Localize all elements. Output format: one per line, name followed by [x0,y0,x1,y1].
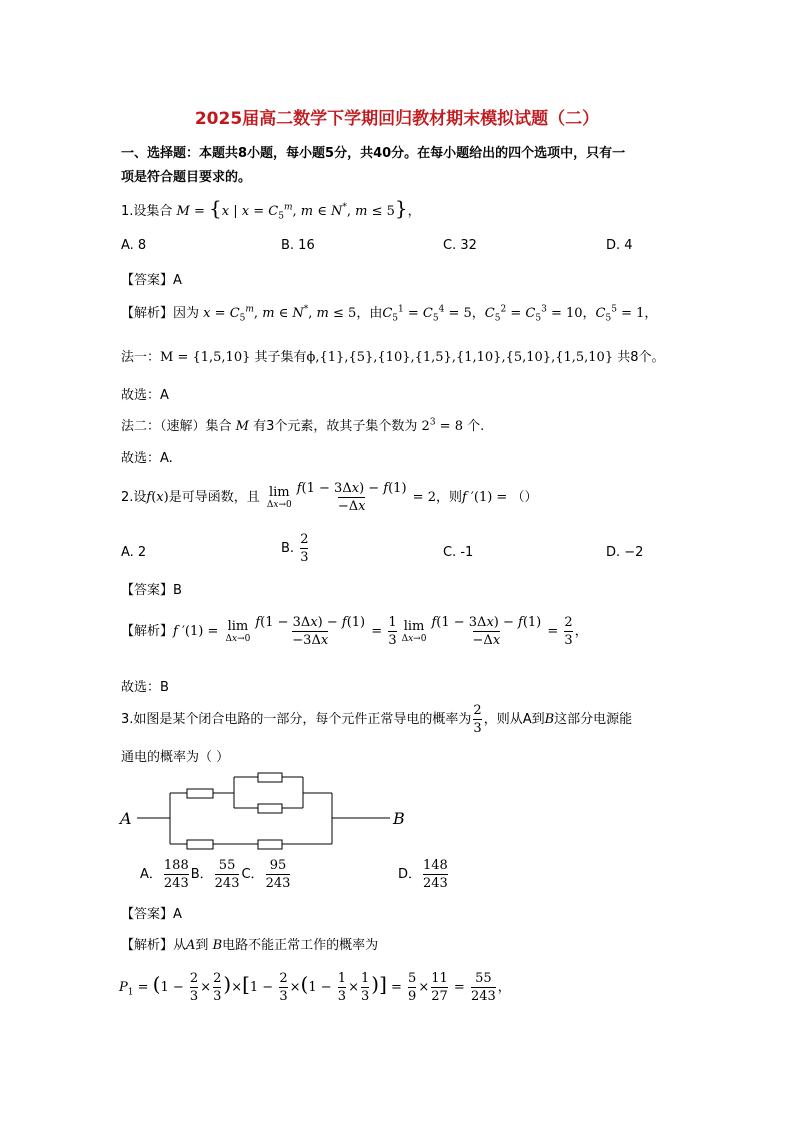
q1-answer: 【答案】A [121,273,182,288]
q1-choose-1: 故选：A [121,388,169,403]
section-header-line2: 项是符合题目要求的。 [121,170,252,185]
q3-line1-a: 3.如图是某个闭合电路的一部分，每个元件正常导电的概率为 [121,712,472,727]
method2-text: 法二：（速解）集合 [121,419,232,434]
analysis-text-a: 从 [173,938,187,953]
q2-paren: （） [511,490,538,505]
numerator: 55 [218,858,236,873]
denominator: 3 [300,550,309,565]
terminal-label-a: A [120,809,132,828]
q1-analysis: 【解析】因为 $x = C_5^m$, m ∈ N*, m ≤ 5，由$C_5^1 = C_5^4 = 5$，$C_5^2 = C_5^3 = 10$，$C_5^5 = 1$， [121,304,658,324]
q2-limit: lim Δx→0 [266,485,292,510]
q3-option-b-fraction [215,857,240,892]
q2-mid: 是可导函数，且 [168,490,260,505]
q1-analysis-formula: $x = C_5^m$, m ∈ N*, m ≤ 5 [203,304,357,324]
q3-option-d-label: D． [398,867,422,882]
method2-text-c: 个. [467,419,485,434]
q1-option-c: C. 32 [443,238,477,253]
numerator: 95 [269,858,287,873]
q3-options-abc [140,857,292,892]
q3-line1-b: ，则从A到 [483,712,545,727]
q3-analysis: 【解析】从A到 B电路不能正常工作的概率为 [121,938,379,953]
numerator: 2 [300,532,309,547]
section-header-line1: 一、选择题：本题共8小题，每小题5分，共40分。在每小题给出的四个选项中，只有一 [121,146,626,161]
denominator: 243 [265,876,291,891]
q2-option-b [281,531,310,566]
fraction: $\frac{f(1 - 3\Delta x) - f(1)}{-3\Delta x}$ [255,615,366,648]
q2-option-a: A. 2 [121,545,147,560]
resistor [187,789,213,798]
analysis-text-b: 到 [195,938,209,953]
denominator: 243 [163,876,189,891]
q2-choose: 故选：B [121,680,169,695]
numerator: 188 [163,858,189,873]
q2-option-b-label: B. [281,541,295,556]
q3-option-d [398,857,450,892]
method1-label: 法一： [121,350,161,365]
q3-stem-line1: 3.如图是某个闭合电路的一部分，每个元件正常导电的概率为 $\frac{2}{3}$ ，则从A到B这部分电源能 [121,703,633,736]
q2-option-d: D. −2 [606,545,644,560]
numerator: 148 [423,858,448,873]
q3-option-d-fraction [423,857,448,892]
q2-option-c: C. -1 [443,545,474,560]
method1-subsets: ϕ,{1},{5},{10},{1,5},{1,10},{5,10},{1,5,10} [306,350,614,365]
method2-text-b: 有3个元素，故其子集个数为 [253,419,418,434]
method1-mid: 其子集有 [250,350,307,365]
q3-option-b-label: B． [190,867,213,882]
q1-option-a: A. 8 [121,238,147,253]
q3-option-c-label: C． [241,867,264,882]
q1-stem: 1.设集合 M = {x | $x = C_5^m$, m ∈ N*, m ≤ 5}， [121,196,421,222]
resistor [187,840,213,849]
fraction: $\frac{1}{3}$ [388,615,397,648]
circuit-diagram [115,766,415,858]
q2-stem: 2.设f(x)是可导函数，且 lim Δx→0 $\frac{f(1 - 3\Delta x) - f(1)}{-\Delta x}$ = 2，则f ′(1) = （） [121,481,538,514]
resistor [258,804,282,813]
q1-set-formula: M = {x | $x = C_5^m$, m ∈ N*, m ≤ 5} [176,196,408,222]
resistor [258,840,282,849]
q1-choose-2: 故选：A. [121,451,173,466]
q1-prefix: 1.设集合 [121,204,173,219]
q3-analysis-formula: $P_1 = (1$ − $\frac{2}{3}$ × $\frac{2}{3}$ )×[1 − $\frac{2}{3}$ ×(1 − $\frac{1}{3}$ × $\frac{1}{3}$ )] = $\frac{5}{9}$ × $\frac{11}{27}$ = $\frac{55}{243}$ ， [119,971,511,1004]
fraction: $\frac{f(1 - 3\Delta x) - f(1)}{-\Delta x}$ [431,615,542,648]
analysis-text-c: 电路不能正常工作的概率为 [222,938,379,953]
q2-analysis: 【解析】f ′(1) = lim Δx→0 $\frac{f(1 - 3\Delta x) - f(1)}{-3\Delta x}$ = $\frac{1}{3}$ lim Δx→0 $\frac{f(1 - 3\Delta x) - f(1)}{-\Delta x}$ = $\frac{2}{3}$ ， [121,615,588,648]
q2-fraction: $\frac{f(1 - 3\Delta x) - f(1)}{-\Delta x}$ [296,481,407,514]
resistor [258,773,282,782]
q1-method1 [121,346,665,365]
method1-set: M = {1,5,10} [160,350,251,365]
limit: lim Δx→0 [225,619,251,644]
q2-end: ，则 [435,490,462,505]
analysis-label: 【解析】 [121,306,174,321]
analysis-label: 【解析】 [121,624,174,639]
q3-answer: 【答案】A [121,907,182,922]
q2-answer: 【答案】B [121,583,182,598]
fraction: $\frac{2}{3}$ [473,703,482,736]
q3-option-c-fraction [266,857,291,892]
q1-option-b: B. 16 [281,238,315,253]
q3-stem-line2: 通电的概率为（ ） [121,750,230,765]
method1-end: 共8个。 [613,350,665,365]
analysis-text: 因为 [173,306,200,321]
analysis-label: 【解析】 [121,938,174,953]
q3-option-a-label: A． [140,867,162,882]
terminal-label-b: B [393,809,405,828]
q2-prefix: 2.设 [121,490,147,505]
page-title: 2025届高二数学下学期回归教材期末模拟试题（二） [194,109,600,129]
q3-option-a-fraction [164,857,189,892]
fraction: $\frac{2}{3}$ [564,615,573,648]
limit: lim Δx→0 [401,619,427,644]
q1-option-d: D. 4 [606,238,633,253]
denominator: 243 [214,876,240,891]
q3-line1-c: 这部分电源能 [554,712,633,727]
denominator: 243 [423,876,448,891]
q1-method2: 法二：（速解）集合 M 有3个元素，故其子集个数为 $2^3 = 8$ 个. [121,417,485,434]
q2-option-b-fraction [300,531,308,566]
